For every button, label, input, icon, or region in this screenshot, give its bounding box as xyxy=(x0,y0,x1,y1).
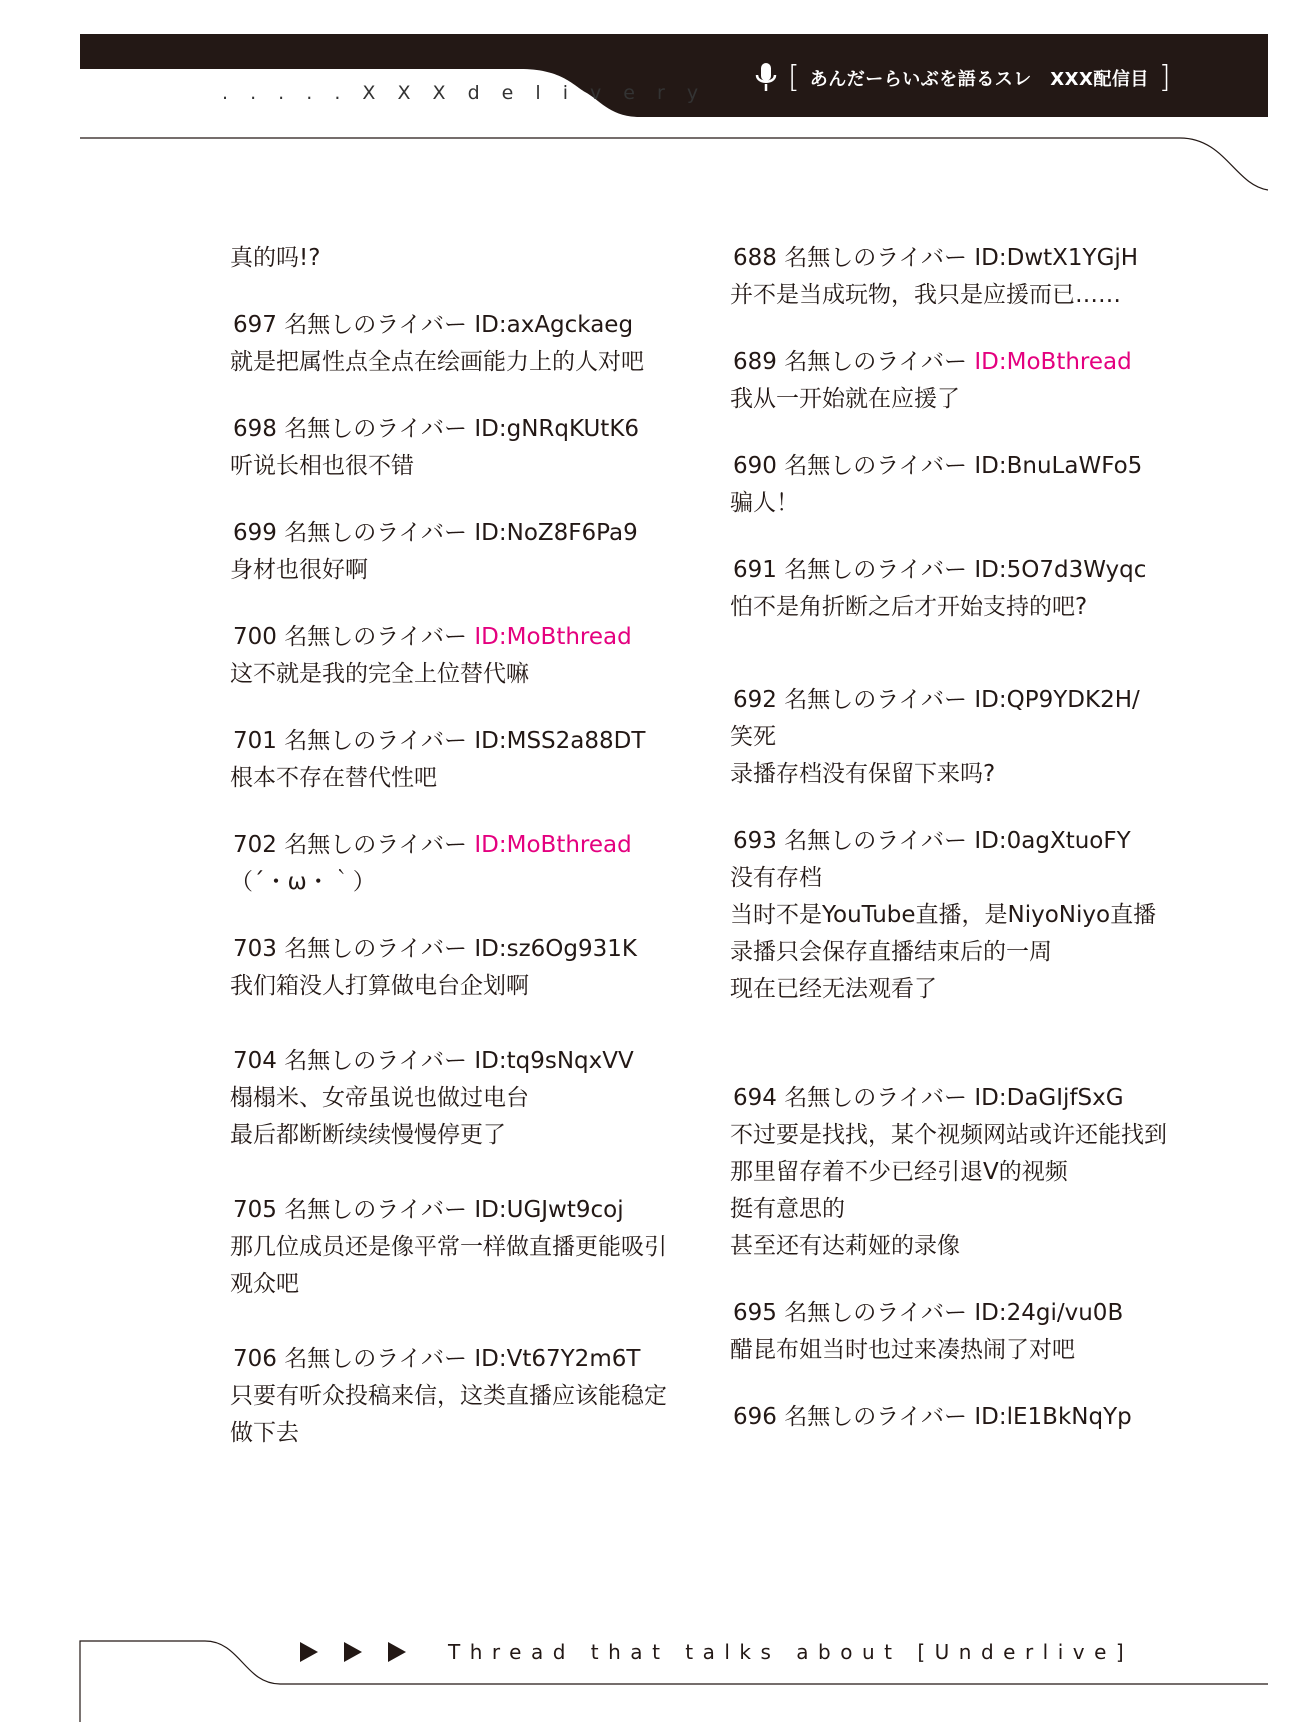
post-number-name: 690 名無しのライバー ID:BnuLaWFo5 xyxy=(733,453,1143,479)
post xyxy=(730,823,1200,1008)
post xyxy=(230,827,700,901)
right-column xyxy=(730,240,1200,1436)
post-header xyxy=(730,344,1200,381)
post xyxy=(730,1295,1200,1369)
footer xyxy=(300,1637,1133,1667)
post-number-name: 697 名無しのライバー ID:axAgckaeg xyxy=(233,312,634,338)
post-header xyxy=(230,723,700,760)
post-line: 录播只会保存直播结束后的一周 xyxy=(730,939,1052,965)
post-header xyxy=(730,682,1200,719)
post-line: 身材也很好啊 xyxy=(230,557,368,583)
post-number-name: 706 名無しのライバー ID:Vt67Y2m6T xyxy=(233,1346,641,1372)
post-header xyxy=(230,307,700,344)
play-arrow-icon xyxy=(344,1642,362,1662)
post-header xyxy=(230,827,700,864)
post-number-name: 704 名無しのライバー ID:tq9sNqxVV xyxy=(233,1048,634,1074)
post-line: 那几位成员还是像平常一样做直播更能吸引 xyxy=(230,1234,667,1260)
post-line: 现在已经无法观看了 xyxy=(730,976,937,1002)
footer-text: Thread that talks about [Underlive] xyxy=(448,1640,1134,1664)
post-line: 这不就是我的完全上位替代嘛 xyxy=(230,661,529,687)
play-arrow-icon xyxy=(388,1642,406,1662)
post-line: 当时不是YouTube直播，是NiyoNiyo直播 xyxy=(730,902,1157,928)
post-line: 醋昆布姐当时也过来凑热闹了对吧 xyxy=(730,1337,1075,1363)
post xyxy=(230,1341,700,1452)
post xyxy=(730,682,1200,793)
post-line: 根本不存在替代性吧 xyxy=(230,765,437,791)
post-number-name: 703 名無しのライバー ID:sz6Og931K xyxy=(233,936,637,962)
post xyxy=(230,931,700,1005)
bracket-open: [ xyxy=(788,60,800,95)
post-line: 不过要是找找，某个视频网站或许还能找到 xyxy=(730,1122,1167,1148)
left-column xyxy=(230,240,700,1452)
post-number-name: 691 名無しのライバー ID:5O7d3Wyqc xyxy=(733,557,1147,583)
thread-title-bar xyxy=(752,58,1171,98)
post xyxy=(230,515,700,589)
post-number-name: 688 名無しのライバー ID:DwtX1YGjH xyxy=(733,245,1139,271)
post xyxy=(730,344,1200,418)
post-line: 观众吧 xyxy=(230,1271,299,1297)
post-header xyxy=(230,1043,700,1080)
post-line: 我们箱没人打算做电台企划啊 xyxy=(230,973,529,999)
post-number-name: 700 名無しのライバー xyxy=(233,624,475,650)
post-number-name: 695 名無しのライバー ID:24gi/vu0B xyxy=(733,1300,1124,1326)
post-header xyxy=(730,552,1200,589)
post-line: 笑死 xyxy=(730,724,776,750)
post-line: 就是把属性点全点在绘画能力上的人对吧 xyxy=(230,349,644,375)
post-header xyxy=(230,1341,700,1378)
post-line: 真的吗!? xyxy=(230,245,321,271)
post-line: 录播存档没有保留下来吗? xyxy=(730,761,996,787)
post-header xyxy=(730,240,1200,277)
post-number-name: 698 名無しのライバー ID:gNRqKUtK6 xyxy=(233,416,640,442)
post xyxy=(230,411,700,485)
post-line: 榻榻米、女帝虽说也做过电台 xyxy=(230,1085,529,1111)
post-header xyxy=(230,1192,700,1229)
post-number-name: 705 名無しのライバー ID:UGJwt9coj xyxy=(233,1197,624,1223)
post-number-name: 693 名無しのライバー ID:0agXtuoFY xyxy=(733,828,1131,854)
post-header xyxy=(230,515,700,552)
post-line: 只要有听众投稿来信，这类直播应该能稳定 xyxy=(230,1383,667,1409)
post-line: 骗人！ xyxy=(730,490,799,516)
post-line: 那里留存着不少已经引退V的视频 xyxy=(730,1159,1068,1185)
post-number-name: 702 名無しのライバー xyxy=(233,832,475,858)
post xyxy=(230,1043,700,1154)
header-rule xyxy=(80,138,1268,190)
post-line: 我从一开始就在应援了 xyxy=(730,386,960,412)
post-line: 听说长相也很不错 xyxy=(230,453,414,479)
post-line: 没有存档 xyxy=(730,865,822,891)
post-number-name: 696 名無しのライバー ID:lE1BkNqYp xyxy=(733,1404,1132,1430)
post-header xyxy=(730,823,1200,860)
post-header xyxy=(230,411,700,448)
post xyxy=(730,1399,1200,1436)
post xyxy=(230,723,700,797)
post-header xyxy=(730,1295,1200,1332)
post-line: 最后都断断续续慢慢停更了 xyxy=(230,1122,506,1148)
post-line: 做下去 xyxy=(230,1420,299,1446)
post-number-name: 701 名無しのライバー ID:MSS2a88DT xyxy=(233,728,646,754)
post xyxy=(730,240,1200,314)
delivery-label: . . . . . X X X d e l i v e r y xyxy=(222,82,707,104)
post-line: 挺有意思的 xyxy=(730,1196,845,1222)
poster-id-highlight: ID:MoBthread xyxy=(474,832,632,858)
post-header xyxy=(730,1399,1200,1436)
post xyxy=(230,240,700,277)
post-header xyxy=(230,931,700,968)
post-number-name: 689 名無しのライバー xyxy=(733,349,975,375)
post xyxy=(730,552,1200,626)
post xyxy=(730,1080,1200,1265)
poster-id-highlight: ID:MoBthread xyxy=(974,349,1132,375)
post xyxy=(230,307,700,381)
post xyxy=(730,448,1200,522)
post xyxy=(230,619,700,693)
post-header xyxy=(730,1080,1200,1117)
post-header xyxy=(730,448,1200,485)
post-line: 怕不是角折断之后才开始支持的吧? xyxy=(730,594,1088,620)
post-number-name: 694 名無しのライバー ID:DaGIjfSxG xyxy=(733,1085,1124,1111)
post-header xyxy=(230,619,700,656)
microphone-icon xyxy=(752,61,780,95)
bracket-close: ] xyxy=(1158,60,1171,95)
post-line: 甚至还有达莉娅的录像 xyxy=(730,1233,960,1259)
post-line: 并不是当成玩物，我只是应援而已…… xyxy=(730,282,1121,308)
post-number-name: 692 名無しのライバー ID:QP9YDK2H/ xyxy=(733,687,1140,713)
post-line: （´・ω・｀） xyxy=(230,869,376,895)
post-number-name: 699 名無しのライバー ID:NoZ8F6Pa9 xyxy=(233,520,638,546)
post xyxy=(230,1192,700,1303)
poster-id-highlight: ID:MoBthread xyxy=(474,624,632,650)
thread-title: あんだーらいぶを語るスレ XXX配信目 xyxy=(809,69,1149,90)
play-arrow-icon xyxy=(300,1642,318,1662)
